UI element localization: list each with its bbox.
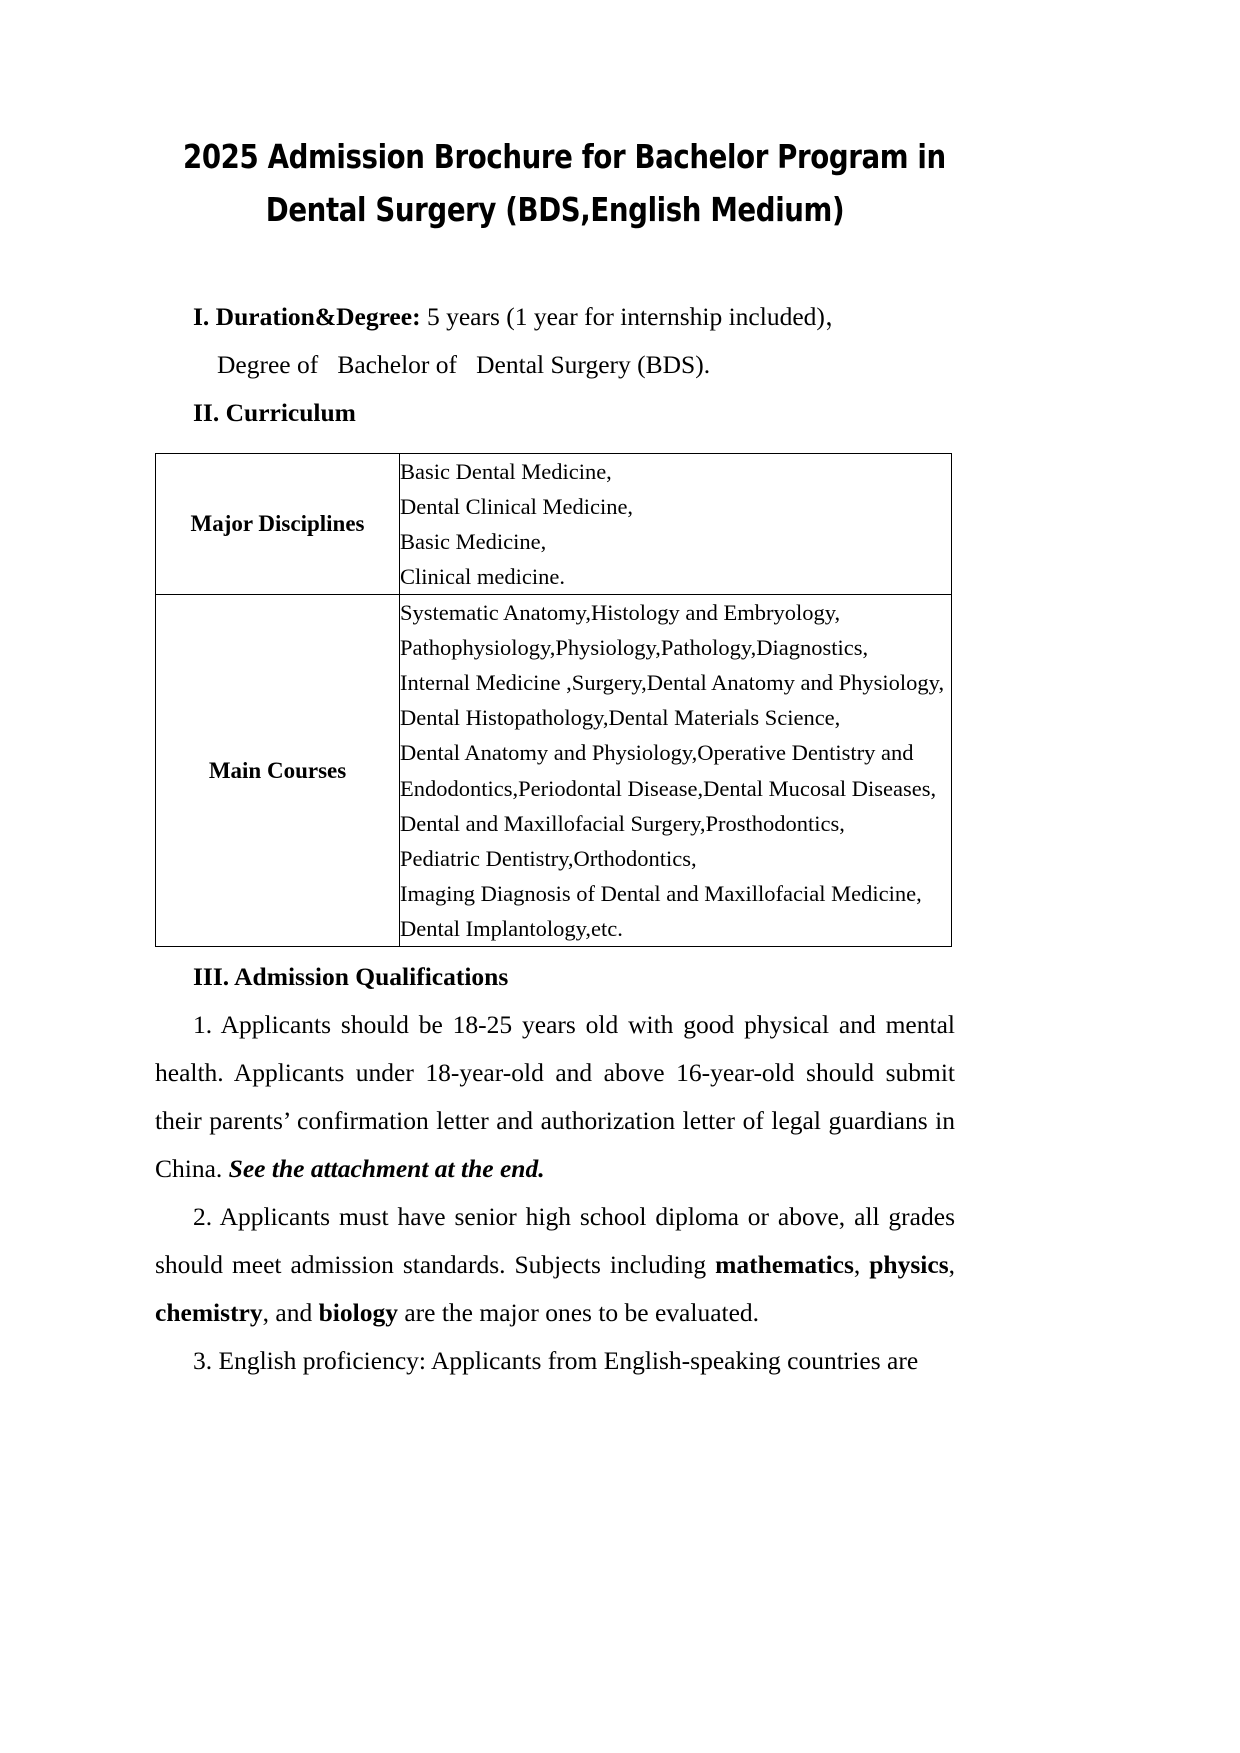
list-item: Basic Medicine, — [400, 528, 547, 554]
separator: , — [853, 1249, 870, 1279]
list-item: Dental Clinical Medicine, — [400, 493, 634, 519]
section-admission-heading: III. Admission Qualifications — [193, 962, 509, 992]
list-item: Pediatric Dentistry,Orthodontics, — [400, 845, 697, 871]
table-row-main-courses — [156, 595, 952, 947]
list-item: Endodontics,Periodontal Disease,Dental Mucosal Diseases, — [400, 775, 937, 801]
title-body-gap — [155, 237, 955, 293]
admission-item-2 — [155, 1193, 955, 1337]
page-title — [183, 0, 946, 237]
section-duration-heading: I. Duration&Degree: — [193, 301, 421, 331]
row-content-major-disciplines — [400, 453, 952, 594]
degree-line: Degree of Bachelor of Dental Surgery (BDS). — [217, 349, 711, 379]
list-item: Systematic Anatomy,Histology and Embryology, — [400, 600, 841, 626]
admission-item-1 — [155, 1001, 955, 1193]
table-row-major-disciplines — [156, 453, 952, 594]
section-duration-text: 5 years (1 year for internship included)， — [420, 301, 851, 331]
subject-mathematics: mathematics — [715, 1249, 854, 1279]
page-title-line-1: 2025 Admission Brochure for Bachelor Program in — [183, 137, 946, 176]
curriculum-table — [155, 453, 952, 947]
admission-item-2-text-a: 2. Applicants must have senior high school diploma or above, all grades should meet admission standards. Subjects including — [155, 1201, 955, 1279]
separator: , and — [262, 1297, 319, 1327]
list-item: Pathophysiology,Physiology,Pathology,Diagnostics, — [400, 635, 869, 661]
subject-chemistry: chemistry — [155, 1297, 263, 1327]
row-label-main-courses: Main Courses — [156, 595, 400, 947]
list-item: Dental Histopathology,Dental Materials Science, — [400, 705, 841, 731]
list-item: Dental and Maxillofacial Surgery,Prosthodontics, — [400, 810, 845, 836]
subject-biology: biology — [318, 1297, 398, 1327]
row-label-major-disciplines: Major Disciplines — [156, 453, 400, 594]
separator: , — [948, 1249, 955, 1279]
admission-item-1-emphasis: See the attachment at the end. — [228, 1153, 545, 1183]
admission-item-1-text: 1. Applicants should be 18-25 years old with good physical and mental health. Applicants under 18-year-old and above 16-year-old should submit their parents’ confirmation letter and authorization letter of legal guardians in China. — [155, 1009, 955, 1183]
row-content-main-courses — [400, 595, 952, 947]
list-item: Basic Dental Medicine, — [400, 458, 612, 484]
list-item: Clinical medicine. — [400, 564, 565, 589]
list-item: Dental Implantology,etc. — [400, 915, 623, 941]
list-item: Internal Medicine ,Surgery,Dental Anatomy and Physiology, — [400, 670, 945, 696]
section-duration-degree — [155, 293, 955, 341]
document-content — [155, 0, 955, 1384]
admission-item-3: 3. English proficiency: Applicants from English-speaking countries are — [193, 1345, 919, 1375]
admission-item-2-text-b: are the major ones to be evaluated. — [397, 1297, 760, 1327]
list-item: Dental Anatomy and Physiology,Operative Dentistry and — [400, 740, 914, 766]
page-title-line-2: Dental Surgery (BDS,English Medium) — [265, 190, 845, 230]
subject-physics: physics — [869, 1249, 949, 1279]
section-curriculum-heading: II. Curriculum — [193, 397, 356, 427]
list-item: Imaging Diagnosis of Dental and Maxillofacial Medicine, — [400, 880, 922, 906]
